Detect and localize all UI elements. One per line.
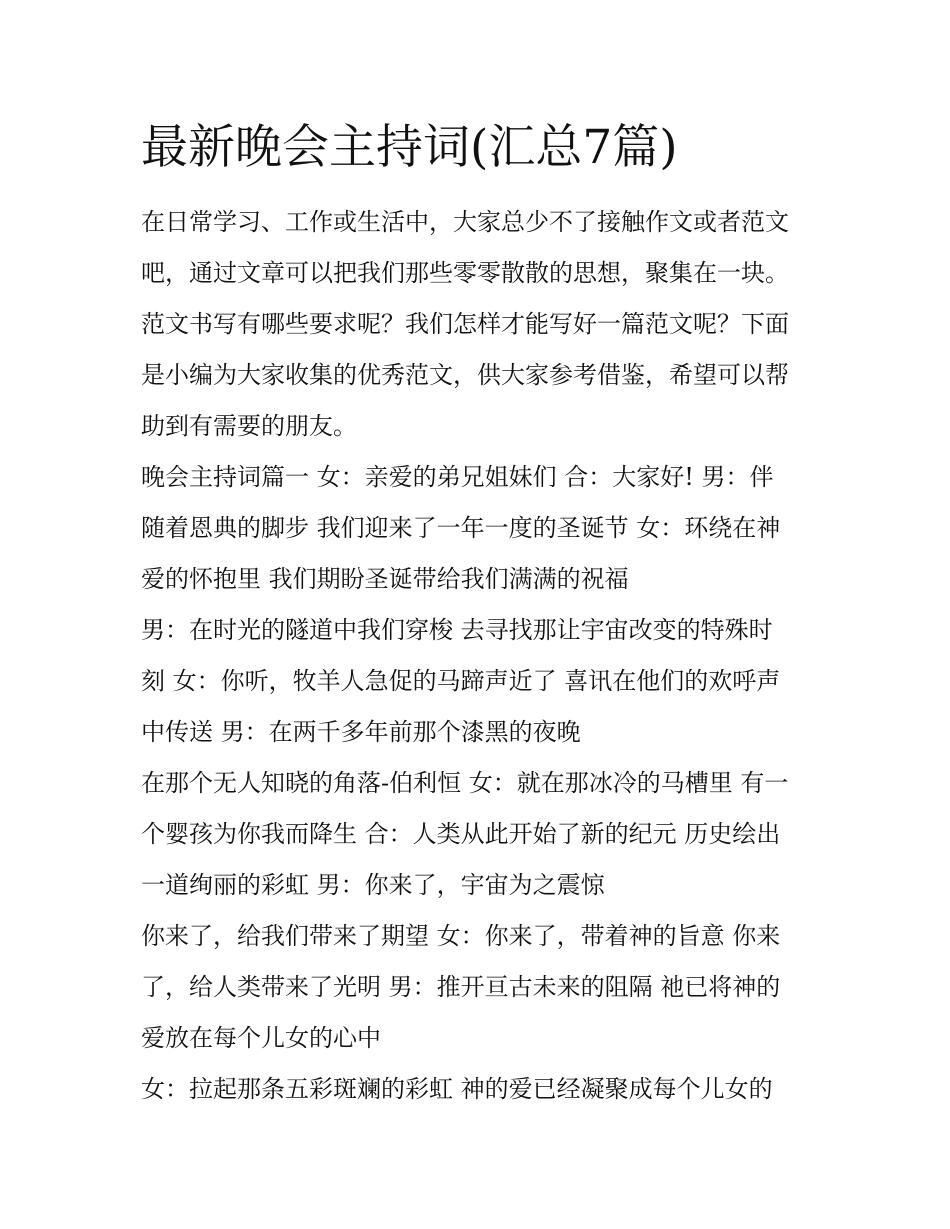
text-line: 随着恩典的脚步 我们迎来了一年一度的圣诞节 女：环绕在神 [141,514,781,542]
text-line: 了，给人类带来了光明 男：推开亘古未来的阻隔 祂已将神的 [141,973,781,1001]
text-line: 刻 女：你听，牧羊人急促的马蹄声近了 喜讯在他们的欢呼声 [141,667,781,695]
text-line: 个婴孩为你我而降生 合：人类从此开始了新的纪元 历史绘出 [141,820,781,848]
text-line: 在日常学习、工作或生活中，大家总少不了接触作文或者范文 [141,208,789,236]
document-body [141,197,821,1115]
text-line: 晚会主持词篇一 女：亲爱的弟兄姐妹们 合：大家好! 男：伴 [141,463,774,491]
text-line: 爱的怀抱里 我们期盼圣诞带给我们满满的祝福 [141,565,629,593]
document-title: 最新晚会主持词(汇总7篇) [141,120,678,175]
text-line: 中传送 男：在两千多年前那个漆黑的夜晚 [141,718,581,746]
text-line: 助到有需要的朋友。 [141,412,357,440]
text-line: 男：在时光的隧道中我们穿梭 去寻找那让宇宙改变的特殊时 [141,616,773,644]
text-line: 你来了，给我们带来了期望 女：你来了，带着神的旨意 你来 [141,922,781,950]
text-line: 是小编为大家收集的优秀范文，供大家参考借鉴，希望可以帮 [141,361,789,389]
text-line: 女：拉起那条五彩斑斓的彩虹 神的爱已经凝聚成每个儿女的 [141,1075,773,1103]
text-line: 范文书写有哪些要求呢？我们怎样才能写好一篇范文呢？下面 [141,310,789,338]
text-line: 在那个无人知晓的角落-伯利恒 女：就在那冰冷的马槽里 有一 [141,769,789,797]
text-line: 爱放在每个儿女的心中 [141,1024,381,1052]
text-line: 一道绚丽的彩虹 男：你来了，宇宙为之震惊 [141,871,605,899]
text-line: 吧，通过文章可以把我们那些零零散散的思想，聚集在一块。 [141,259,789,287]
